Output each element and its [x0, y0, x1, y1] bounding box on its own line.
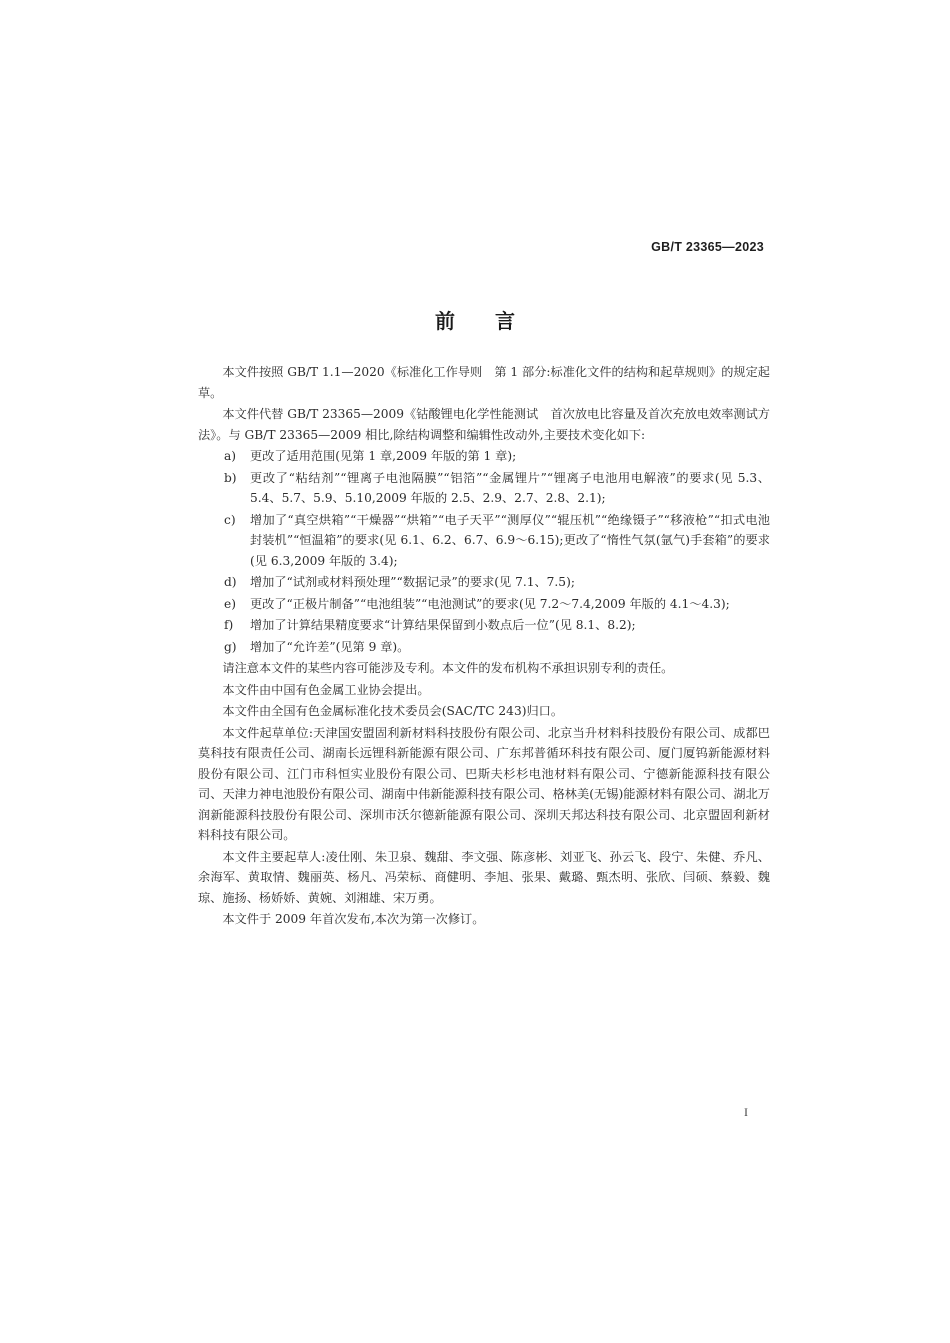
- change-item-marker: c): [224, 512, 236, 527]
- paragraph-proposer: 本文件由中国有色金属工业协会提出。: [222, 682, 430, 697]
- change-item-marker: a): [224, 449, 237, 463]
- change-item: [198, 468, 770, 509]
- change-item-text: 增加了“试剂或材料预处理”“数据记录”的要求(见 7.1、7.5);: [250, 575, 575, 589]
- change-item-marker: f): [224, 618, 234, 632]
- page-title: 前言: [435, 309, 555, 333]
- paragraph-replacement: 本文件代替 GB/T 23365—2009《钴酸锂电化学性能测试 首次放电比容量及首次充放电效率测试方法》。与 GB/T 23365—2009 相比,除结构调整和编辑性改动外,主要技术变化如下:: [198, 407, 770, 442]
- change-item-text: 增加了计算结果精度要求“计算结果保留到小数点后一位”(见 8.1、8.2);: [250, 618, 636, 632]
- paragraph-administrator: 本文件由全国有色金属标准化技术委员会(SAC/TC 243)归口。: [222, 704, 564, 718]
- paragraph-drafting-rules: 本文件按照 GB/T 1.1—2020《标准化工作导则 第 1 部分:标准化文件的结构和起草规则》的规定起草。: [198, 365, 770, 400]
- change-item-text: 增加了“真空烘箱”“干燥器”“烘箱”“电子天平”“测厚仪”“辊压机”“绝缘镊子”“移液枪”“扣式电池封装机”“恒温箱”的要求(见 6.1、6.2、6.7、6.9～6.15);更改了“惰性气氛(氩气)手套箱”的要求(见 6.3,2009 年版的 3.4);: [250, 512, 770, 568]
- change-item-text: 更改了适用范围(见第 1 章,2009 年版的第 1 章);: [250, 449, 517, 463]
- change-item: [198, 637, 770, 658]
- change-item: [198, 594, 770, 615]
- paragraph-patent-notice: 请注意本文件的某些内容可能涉及专利。本文件的发布机构不承担识别专利的责任。: [222, 661, 674, 675]
- change-item: [198, 510, 770, 572]
- paragraph-drafting-units: 本文件起草单位:天津国安盟固利新材料科技股份有限公司、北京当升材料科技股份有限公司、成都巴莫科技有限责任公司、湖南长远锂科新能源有限公司、广东邦普循环科技有限公司、厦门厦钨新能源材料股份有限公司、江门市科恒实业股份有限公司、巴斯夫杉杉电池材料有限公司、宁德新能源科技有限公司、天津力神电池股份有限公司、湖南中伟新能源科技有限公司、格林美(无锡)能源材料有限公司、湖北万润新能源科技股份有限公司、深圳市沃尔德新能源有限公司、深圳天邦达科技有限公司、北京盟固利新材料科技有限公司。: [198, 725, 770, 842]
- change-item-marker: b): [224, 470, 237, 485]
- change-item-marker: e): [224, 596, 236, 611]
- paragraph-drafters: 本文件主要起草人:凌仕刚、朱卫泉、魏甜、李文强、陈彦彬、刘亚飞、孙云飞、段宁、朱健、乔凡、余海军、黄取情、魏丽英、杨凡、冯荣标、商健明、李旭、张果、戴璐、甄杰明、张欣、闫硕、蔡毅、魏琼、施扬、杨娇娇、黄婉、刘湘雄、宋万勇。: [198, 849, 770, 905]
- page-number: I: [744, 1105, 748, 1119]
- change-item-text: 增加了“允许差”(见第 9 章)。: [250, 639, 410, 654]
- change-item: [198, 446, 770, 467]
- change-item-marker: g): [224, 639, 237, 654]
- standard-number: GB/T 23365—2023: [651, 240, 764, 254]
- change-item-text: 更改了“粘结剂”“锂离子电池隔膜”“铝箔”“金属锂片”“锂离子电池用电解液”的要求(见 5.3、5.4、5.7、5.9、5.10,2009 年版的 2.5、2.9、2.7、2.8、2.1);: [250, 470, 770, 505]
- change-item: [198, 572, 770, 593]
- change-item-text: 更改了“正极片制备”“电池组装”“电池测试”的要求(见 7.2～7.4,2009 年版的 4.1～4.3);: [250, 596, 730, 611]
- change-item-marker: d): [224, 575, 237, 589]
- foreword-body: [198, 362, 770, 931]
- paragraph-history: 本文件于 2009 年首次发布,本次为第一次修订。: [222, 912, 485, 926]
- change-item: [198, 615, 770, 636]
